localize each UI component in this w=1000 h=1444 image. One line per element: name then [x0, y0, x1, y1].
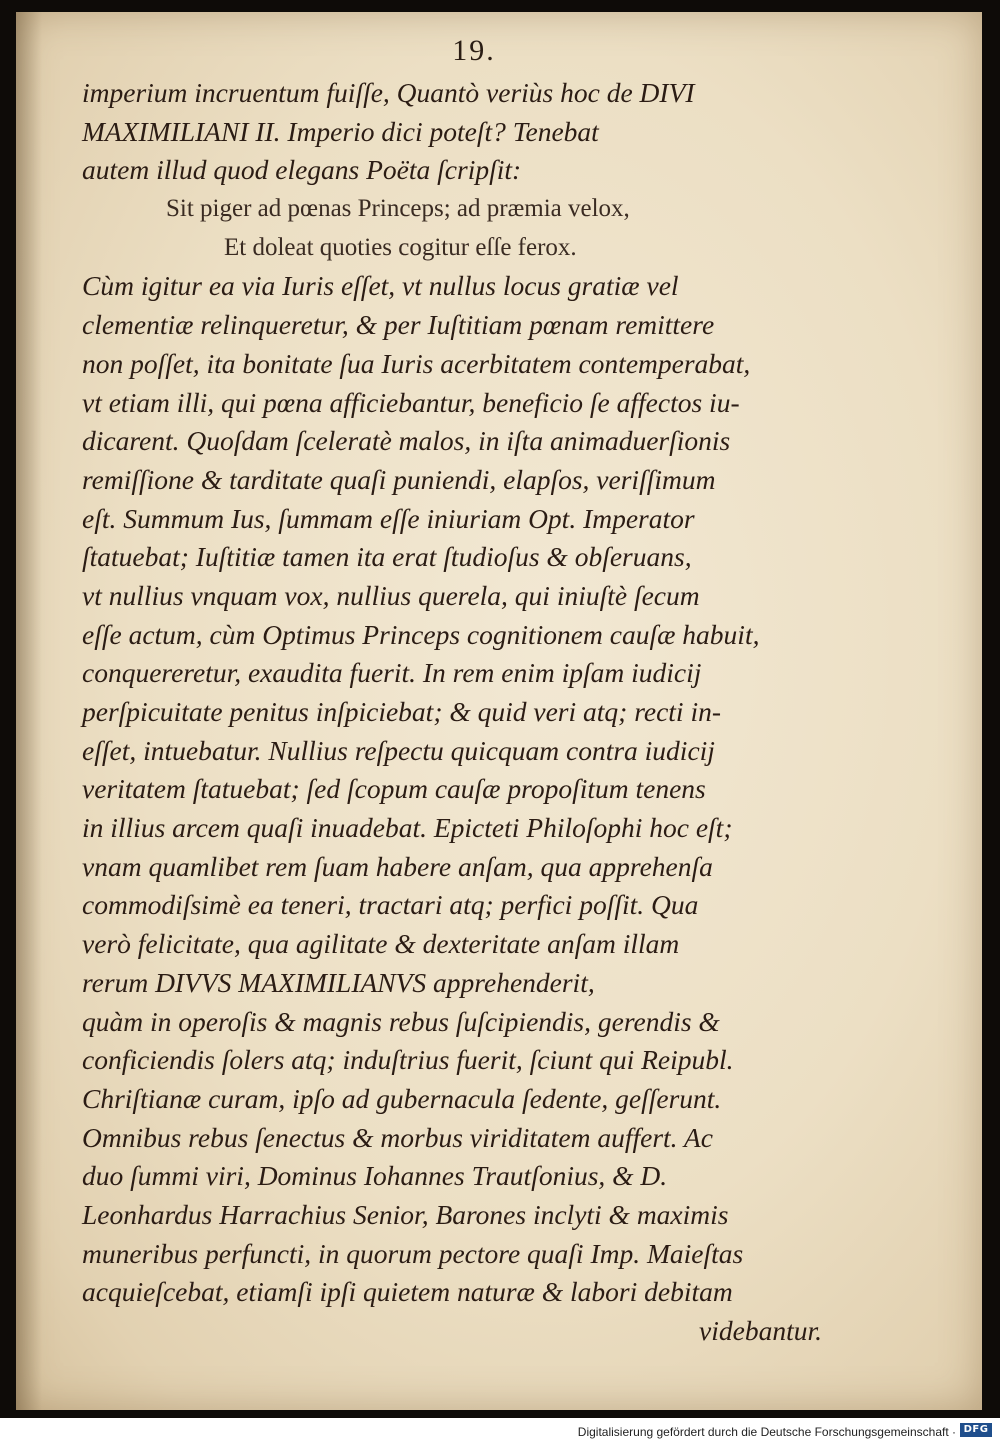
text-line: perſpicuitate penitus inſpiciebat; & quid veri atq; recti in- [82, 696, 721, 727]
catchword-line: videbantur. [699, 1315, 822, 1346]
text-line: clementiæ relinqueretur, & per Iuſtitiam pœnam remittere [82, 309, 715, 341]
text-line: veritatem ſtatuebat; ſed ſcopum cauſæ propoſitum tenens [82, 773, 706, 805]
text-line: remiſſione & tarditate quaſi puniendi, elapſos, veriſſimum [82, 463, 716, 495]
text-line: rerum DIVVS MAXIMILIANVS apprehenderit, [82, 966, 595, 998]
text-line: Cùm igitur ea via Iuris eſſet, vt nullus locus gratiæ vel [82, 270, 679, 302]
text-line: vt nullius vnquam vox, nullius querela, qui iniuſtè ſecum [82, 579, 700, 611]
text-line: Chriſtianæ curam, ipſo ad gubernacula ſedente, geſſerunt. [82, 1082, 722, 1114]
text-line: MAXIMILIANI II. Imperio dici poteſt? Tenebat [82, 115, 599, 147]
text-line: commodiſsimè ea teneri, tractari atq; perfici poſſit. Qua [82, 889, 699, 921]
text-line: verò felicitate, qua agilitate & dexteritate anſam illam [82, 928, 680, 960]
text-line: acquieſcebat, etiamſi ipſi quietem naturæ & labori debitam [82, 1276, 733, 1308]
text-line: quàm in operoſis & magnis rebus ſuſcipiendis, gerendis & [82, 1005, 720, 1037]
text-line: non poſſet, ita bonitate ſua Iuris acerbitatem contemperabat, [82, 347, 751, 379]
verse-line: Et doleat quoties cogitur eſſe ferox. [224, 233, 577, 261]
text-line: muneribus perfuncti, in quorum pectore quaſi Imp. Maieſtas [82, 1237, 744, 1269]
text-line: dicarent. Quoſdam ſceleratè malos, in iſta animaduerſionis [82, 425, 731, 457]
digitization-footer [0, 1418, 1000, 1444]
text-line: conficiendis ſolers atq; induſtrius fuerit, ſciunt qui Reipubl. [82, 1044, 734, 1076]
text-line: Omnibus rebus ſenectus & morbus viriditatem auffert. Ac [82, 1121, 713, 1153]
verse-line: Sit piger ad pœnas Princeps; ad præmia velox, [166, 195, 630, 223]
text-line: duo ſummi viri, Dominus Iohannes Trautſonius, & D. [82, 1160, 668, 1192]
page-number: 19. [452, 34, 496, 67]
text-line: autem illud quod elegans Poëta ſcripſit: [82, 154, 522, 186]
text-line: ſtatuebat; Iuſtitiæ tamen ita erat ſtudioſus & obſeruans, [82, 541, 692, 573]
text-line: conquereretur, exaudita fuerit. In rem enim ipſam iudicij [82, 657, 702, 689]
text-line: in illius arcem quaſi inuadebat. Epicteti Philoſophi hoc eſt; [82, 812, 733, 844]
text-line: Leonhardus Harrachius Senior, Barones inclyti & maximis [82, 1198, 729, 1230]
text-line: eſſe actum, cùm Optimus Princeps cognitionem cauſæ habuit, [82, 618, 760, 650]
text-line: vnam quamlibet rem ſuam habere anſam, qua apprehenſa [82, 850, 713, 882]
book-page [16, 12, 982, 1410]
text-line: imperium incruentum fuiſſe, Quantò veriùs hoc de DIVI [82, 77, 695, 108]
text-line: eſt. Summum Ius, ſummam eſſe iniuriam Opt. Imperator [82, 502, 695, 534]
text-line: vt etiam illi, qui pœna afficiebantur, beneficio ſe affectos iu- [82, 386, 740, 418]
dfg-logo-icon: DFG [960, 1423, 992, 1437]
page-text [82, 74, 822, 1351]
text-line: eſſet, intuebatur. Nullius reſpectu quicquam contra iudicij [82, 734, 715, 766]
funding-credit: Digitalisierung gefördert durch die Deutsche Forschungsgemeinschaft · [577, 1425, 956, 1439]
